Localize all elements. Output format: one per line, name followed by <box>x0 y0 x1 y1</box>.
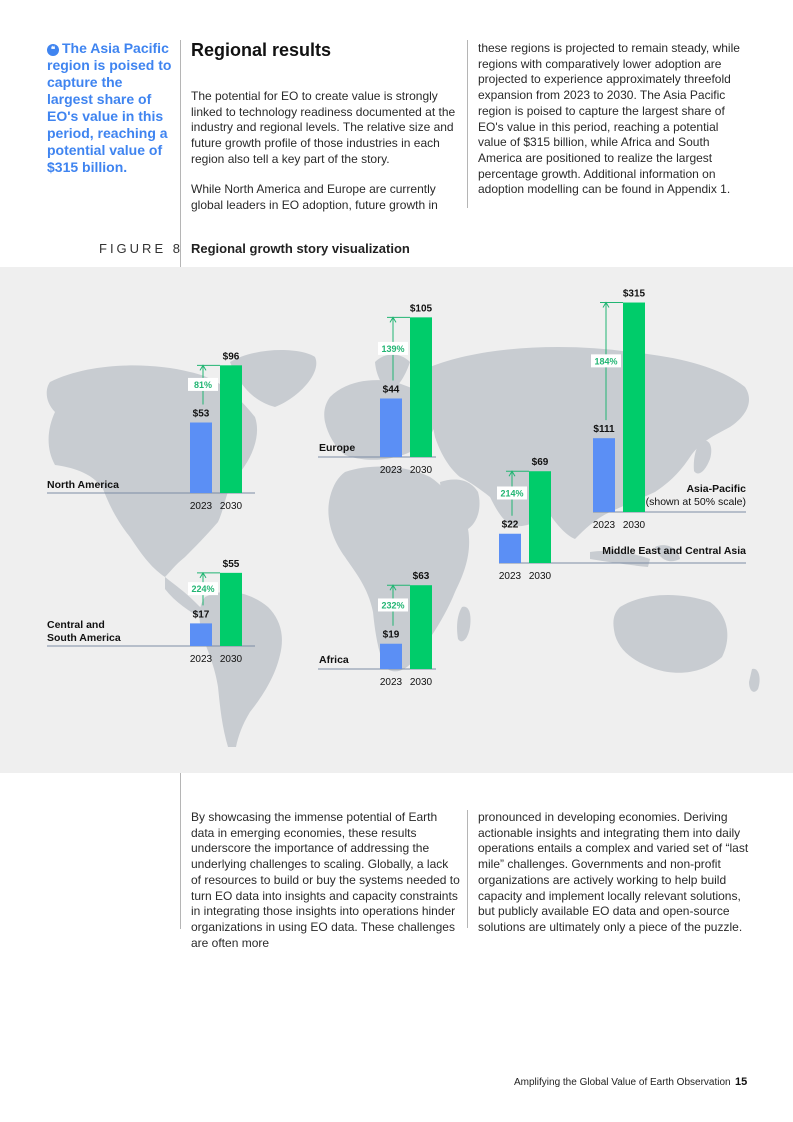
year-label-2023-africa: 2023 <box>379 677 403 688</box>
region-name-central-and-south-america-line2: South America <box>47 632 121 644</box>
bar-2023-north-america <box>190 423 212 493</box>
bar-2030-asia-pacific <box>623 303 645 512</box>
bar-2023-europe <box>380 398 402 457</box>
bar-2023-asia-pacific <box>593 438 615 512</box>
intro-paragraph-2: While North America and Europe are currently global leaders in EO adoption, future growth in <box>191 182 438 212</box>
body-paragraph-1: By showcasing the immense potential of Earth data in emerging economies, these results underscore the importance of addressing the underlying challenges to scaling. Globally, a lack of resources to build or buy the systems needed to turn EO data into insights and capacity constraints in integrating those insights into operations hinder organizations in using EO data. These challenges are often more <box>191 810 460 950</box>
value-label-2030-middle-east-and-central-asia: $69 <box>531 457 549 469</box>
region-note-asia-pacific: (shown at 50% scale) <box>645 496 746 508</box>
year-label-2023-middle-east-and-central-asia: 2023 <box>498 571 522 582</box>
value-label-2023-north-america: $53 <box>192 408 210 420</box>
year-label-2023-central-and-south-america: 2023 <box>189 654 213 665</box>
value-label-2030-central-and-south-america: $55 <box>222 558 240 570</box>
value-label-2023-asia-pacific: $111 <box>593 424 615 436</box>
year-label-2023-asia-pacific: 2023 <box>592 520 616 531</box>
year-label-2023-north-america: 2023 <box>189 501 213 512</box>
pull-quote-text: The Asia Pacific region is poised to capture the largest share of EO's value in this period, reaching a potential value of $315 billion. <box>47 40 172 175</box>
year-label-2030-europe: 2030 <box>409 465 433 476</box>
column-divider <box>467 40 468 208</box>
figure-panel <box>0 267 793 773</box>
figure-label: FIGURE 8 <box>99 241 183 256</box>
column-divider <box>180 773 181 929</box>
value-label-2023-middle-east-and-central-asia: $22 <box>501 519 519 531</box>
footer-title: Amplifying the Global Value of Earth Observation <box>514 1077 731 1088</box>
growth-label-north-america: 81% <box>193 379 213 390</box>
region-name-north-america: North America <box>47 479 119 491</box>
bar-2030-north-america <box>220 365 242 493</box>
pull-quote <box>47 40 172 176</box>
bar-2023-central-and-south-america <box>190 623 212 646</box>
bar-2023-middle-east-and-central-asia <box>499 534 521 563</box>
region-name-central-and-south-america: Central and <box>47 619 105 631</box>
quote-icon: ❝ <box>47 44 59 56</box>
year-label-2030-middle-east-and-central-asia: 2030 <box>528 571 552 582</box>
growth-label-europe: 139% <box>381 343 405 354</box>
value-label-2023-europe: $44 <box>382 384 400 396</box>
intro-paragraph-1: The potential for EO to create value is strongly linked to technology readiness documented at the industry and regional levels. The relative size and future growth profile of those industries in each region also tell a key part of the story. <box>191 89 456 166</box>
growth-label-middle-east-and-central-asia: 214% <box>500 488 524 499</box>
year-label-2030-central-and-south-america: 2030 <box>219 654 243 665</box>
region-name-asia-pacific: Asia-Pacific <box>686 483 746 495</box>
region-name-europe: Europe <box>319 442 356 454</box>
region-name-africa: Africa <box>319 654 349 666</box>
value-label-2023-central-and-south-america: $17 <box>192 609 210 621</box>
bar-2030-middle-east-and-central-asia <box>529 471 551 563</box>
year-label-2030-north-america: 2030 <box>219 501 243 512</box>
section-heading: Regional results <box>191 40 332 60</box>
value-label-2030-europe: $105 <box>409 303 433 315</box>
body-paragraph-2: pronounced in developing economies. Deriving actionable insights and integrating them into daily operations entails a complex and varied set of “last mile” challenges. Governments and non-profit organizations are actively working to help build capacity and implement locally relevant solutions, but publicly available EO data and open-source solutions are ultimately only a piece of the puzzle. <box>478 810 749 934</box>
column-divider <box>467 810 468 928</box>
page-number: 15 <box>735 1076 748 1088</box>
year-label-2030-africa: 2030 <box>409 677 433 688</box>
growth-label-africa: 232% <box>381 600 405 611</box>
year-label-2030-asia-pacific: 2030 <box>622 520 646 531</box>
year-label-2023-europe: 2023 <box>379 465 403 476</box>
bar-2030-europe <box>410 317 432 457</box>
bar-2030-africa <box>410 585 432 669</box>
value-label-2023-africa: $19 <box>382 629 400 641</box>
column-divider <box>180 40 181 268</box>
region-name-middle-east-and-central-asia: Middle East and Central Asia <box>602 545 746 557</box>
bar-2030-central-and-south-america <box>220 573 242 646</box>
growth-label-central-and-south-america: 224% <box>191 584 215 595</box>
bar-2023-africa <box>380 644 402 669</box>
value-label-2030-africa: $63 <box>412 571 430 583</box>
intro-paragraph-3: these regions is projected to remain steady, while regions with comparatively lower adoption are projected to experience approximately threefold expansion from 2023 to 2030. The Asia Pacific region is poised to capture the largest share of EO's value in this period, reaching a potential value of $315 billion, while Africa and South America are positioned to realize the largest percentage growth. Additional information on adoption modelling can be found in Appendix 1. <box>478 41 740 197</box>
world-map-chart <box>0 267 793 773</box>
growth-label-asia-pacific: 184% <box>594 356 618 367</box>
value-label-2030-north-america: $96 <box>222 351 240 363</box>
figure-title: Regional growth story visualization <box>191 241 410 256</box>
value-label-2030-asia-pacific: $315 <box>622 288 646 300</box>
